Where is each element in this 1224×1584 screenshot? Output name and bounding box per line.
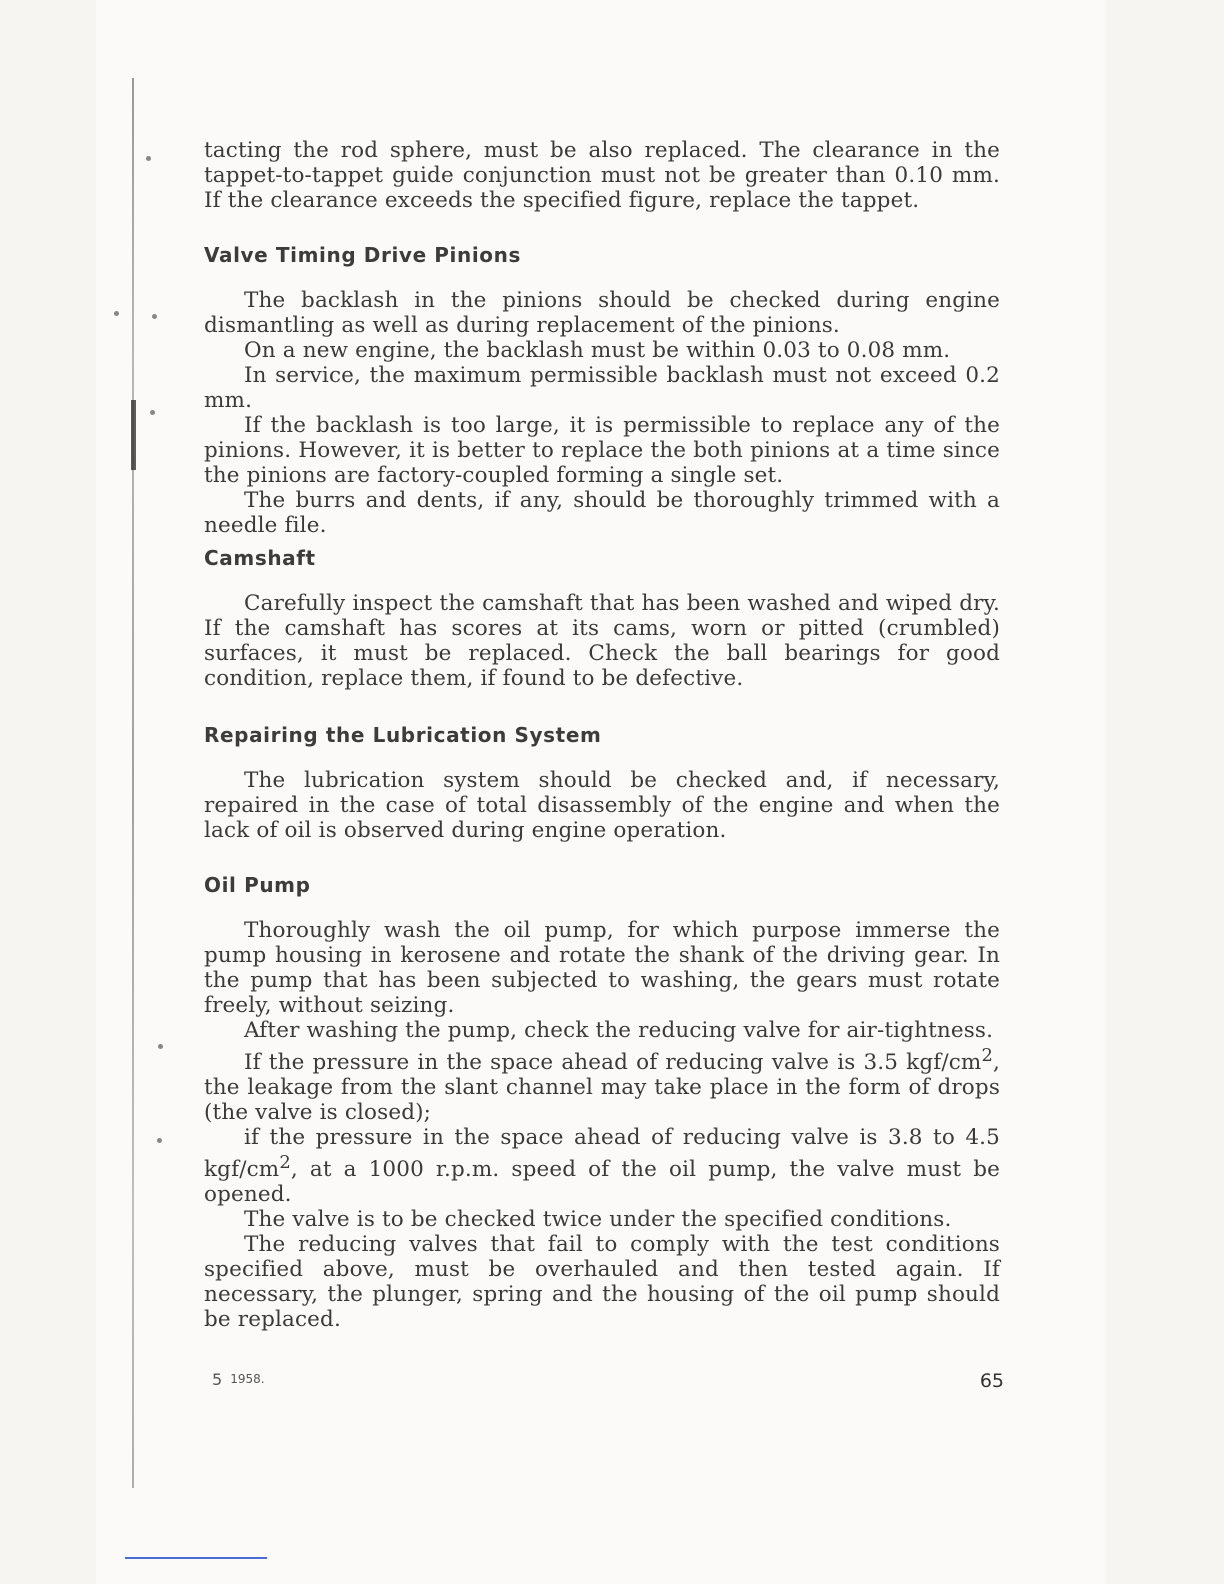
paragraph: Thoroughly wash the oil pump, for which purpose immerse the pump housing in kerosene and rotate the shank of the driving gear. In the pump that has been subjected to washing, the gears must rotate freely, without seizing.	[204, 918, 1000, 1018]
paragraph: The valve is to be checked twice under the specified conditions.	[244, 1207, 952, 1233]
text-run: , at a 1000 r.p.m. speed of the oil pump, the valve must be opened.	[204, 1157, 1000, 1208]
paragraph: If the backlash is too large, it is permissible to replace any of the pinions. However, it is better to replace the both pinions at a time since the pinions are factory-coupled forming a single set.	[204, 413, 1000, 488]
paragraph: Carefully inspect the camshaft that has been washed and wiped dry. If the camshaft has scores at its cams, worn or pitted (crumbled) surfaces, it must be replaced. Check the ball bearings for good condition, replace them, if found to be defective.	[204, 591, 1000, 691]
page-number: 65	[979, 1370, 1004, 1392]
heading-oil-pump: Oil Pump	[204, 873, 311, 897]
page-footer	[212, 1370, 1004, 1400]
text-run: , the leakage from the slant channel may take place in the form of drops (the valve is closed);	[204, 1050, 1000, 1126]
scan-speck	[152, 314, 157, 319]
print-mark: 1958.	[230, 1372, 265, 1386]
superscript: 2	[279, 1152, 291, 1174]
binding-edge	[132, 78, 134, 1488]
continuation-paragraph: tacting the rod sphere, must be also replaced. The clearance in the tappet-to-tappet guide conjunction must not be greater than 0.10 mm. If the clearance exceeds the specified figure, replace the tappet.	[204, 138, 1000, 213]
scan-speck	[150, 410, 155, 415]
paragraph: The backlash in the pinions should be checked during engine dismantling as well as during replacement of the pinions.	[204, 288, 1000, 338]
paragraph: On a new engine, the backlash must be within 0.03 to 0.08 mm.	[244, 338, 951, 363]
heading-lubrication: Repairing the Lubrication System	[204, 723, 602, 747]
text-run: if the pressure in the space ahead of reducing valve is 3.8 to 4.5 kgf/cm	[204, 1125, 1000, 1183]
scan-speck	[157, 1138, 162, 1143]
bottom-rule	[125, 1557, 267, 1559]
text-run: If the pressure in the space ahead of reducing valve is 3.5 kgf/cm	[244, 1050, 982, 1076]
paragraph: In service, the maximum permissible backlash must not exceed 0.2 mm.	[204, 363, 1000, 413]
heading-camshaft: Camshaft	[204, 546, 316, 570]
paragraph: The lubrication system should be checked and, if necessary, repaired in the case of total disassembly of the engine and when the lack of oil is observed during engine operation.	[204, 768, 1000, 843]
heading-valve-timing: Valve Timing Drive Pinions	[204, 243, 521, 267]
scan-speck	[114, 311, 119, 316]
scan-speck	[158, 1044, 163, 1049]
superscript: 2	[981, 1045, 994, 1066]
paragraph	[204, 1125, 1000, 1207]
binding-shadow	[131, 400, 136, 470]
paragraph	[204, 1043, 1000, 1125]
paragraph: The burrs and dents, if any, should be thoroughly trimmed with a needle file.	[204, 488, 1000, 538]
scan-speck	[146, 156, 151, 161]
signature-number: 5	[212, 1370, 223, 1389]
paragraph: After washing the pump, check the reducing valve for air-tightness.	[244, 1018, 994, 1043]
page-body	[204, 138, 1000, 1332]
paragraph: The reducing valves that fail to comply with the test conditions specified above, must be overhauled and then tested again. If necessary, the plunger, spring and the housing of the oil pump should be replaced.	[204, 1232, 1000, 1333]
printer-signature	[212, 1370, 265, 1389]
